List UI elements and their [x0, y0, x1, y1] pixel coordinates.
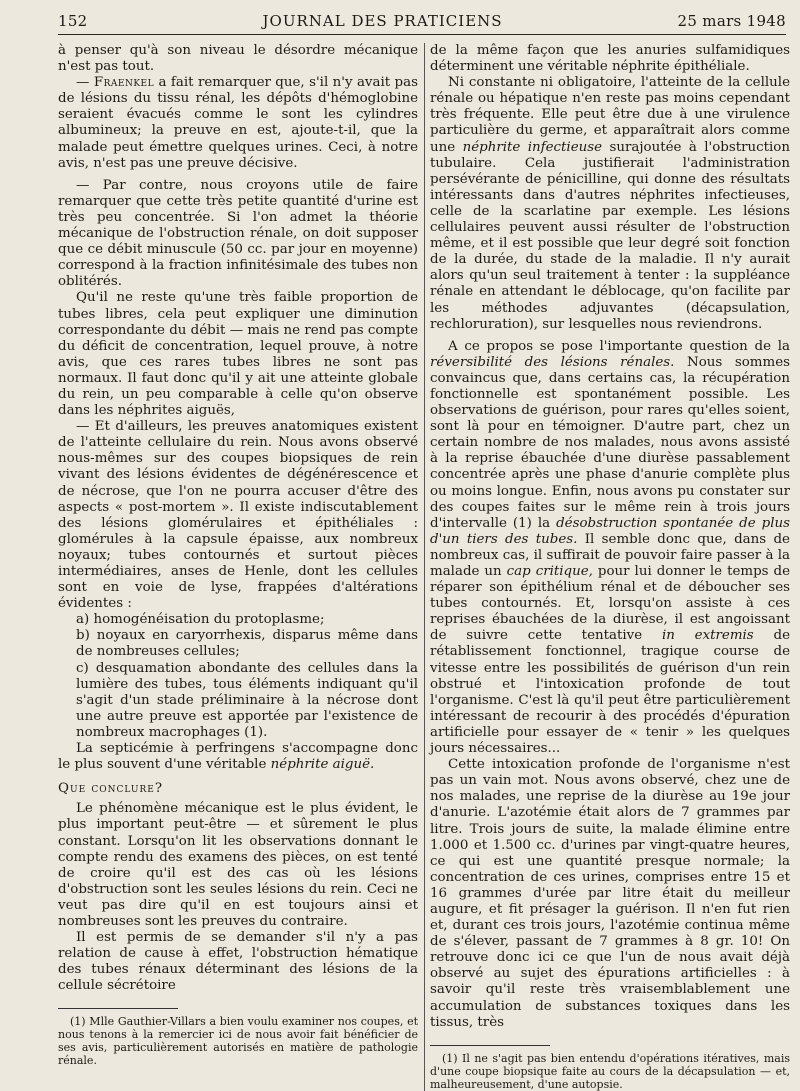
- paragraph: — Fraenkel a fait remarquer que, s'il n'y avait pas de lésions du tissu rénal, les dépôts d'hémoglobine seraient évacués comme le sont les cylindres albumineux; la preuve en est, ajoute-t-il, que la malade peut émettre quelques urines. Ceci, à notre avis, n'est pas une preuve décisive.: [58, 75, 418, 171]
- paragraph: [58, 741, 418, 773]
- emphasis: in extremis: [661, 628, 754, 644]
- paragraph-text: La septicémie à perfringens s'accompagne donc le plus souvent d'une véritable: [58, 741, 418, 773]
- paragraph: Cette intoxication profonde de l'organisme n'est pas un vain mot. Nous avons observé, chez une de nos malades, une reprise de la diurèse au 19e jour d'anurie. L'azotémie était alors de 7 grammes par litre. Trois jours de suite, la malade élimine entre 1.000 et 1.500 cc. d'urines par vingt-quatre heures, ce qui est une quantité presque normale; la concentration de ces urines, comprises entre 15 et 16 grammes d'urée par litre était du meilleur augure, et fit présager la guérison. Il n'en fut rien et, durant ces trois jours, l'azotémie continua même de s'élever, passant de 7 grammes à 8 gr. 10! On retrouve donc ici ce que l'un de nous avait déjà observé au sujet des épurations artificielles : à savoir qu'il reste très vraisemblablement une accumulation de substances toxiques dans les tissus, très: [430, 757, 790, 1030]
- emphasis: cap critique,: [506, 564, 593, 579]
- paragraph: Il est permis de se demander s'il n'y a pas relation de cause à effet, l'obstruction hématique des tubes rénaux déterminant des lésions de la cellule sécrétoire: [58, 930, 418, 994]
- paragraph-text: Il semble donc que, dans de nombreux cas, il suffirait de pouvoir faire passer à la malade un: [430, 531, 790, 579]
- footnote-text: (1) Mlle Gauthier-Villars a bien voulu examiner nos coupes, et nous tenons à la remercier ici de nous avoir fait bénéficier de ses avis, particulièrement autorisés en matière de pathologie rénale.: [58, 1015, 418, 1068]
- emphasis: désobstruction spontanée de plus d'un tiers des tubes.: [430, 515, 790, 547]
- paragraph-text: a fait remarquer que, s'il n'y avait pas de lésions du tissu rénal, les dépôts d'hémoglobine seraient évacués comme le sont les cylindres albumineux; la preuve en est, ajoute-t-il, que la malade peut émettre quelques urines. Ceci, à notre avis, n'est pas une preuve décisive.: [58, 75, 418, 171]
- emphasis: néphrite aiguë.: [270, 757, 375, 773]
- issue-date: 25 mars 1948: [677, 12, 786, 30]
- paragraph: Le phénomène mécanique est le plus évident, le plus important peut-être — et sûrement le plus constant. Lorsqu'on lit les observations donnant le compte rendu des examens des pièces, on est tenté de croire qu'il est des cas où les lésions d'obstruction sont les seules lésions du rein. Ceci ne veut pas dire qu'il en est toujours ainsi et nombreuses sont les preuves du contraire.: [58, 801, 418, 929]
- footnote: [58, 1015, 418, 1067]
- left-column: [58, 43, 418, 1091]
- paragraph-text: pour lui donner le temps de réparer son épithélium rénal et de déboucher ses tubes contournés. Et, lorsqu'on assiste à ces reprises ébauchées de la diurèse, il est angoissant de suivre cette tentative: [430, 564, 790, 644]
- paragraph: — Et d'ailleurs, les preuves anatomiques existent de l'atteinte cellulaire du rein. Nous avons observé nous-mêmes sur des coupes biopsiques de rein vivant des lésions évidentes de dégénérescence et de nécrose, que l'on ne pourra accuser d'être des aspects « post-mortem ». Il existe indiscutablement des lésions glomérulaires et épithéliales : glomérules à la capsule épaisse, aux nombreux noyaux; tubes contournés et surtout pièces intermédiaires, anses de Henle, dont les cellules sont en voie de lyse, frappées d'altérations évidentes :: [58, 419, 418, 612]
- page-header: [58, 10, 786, 34]
- paragraph-text: A ce propos se pose l'importante question de la: [448, 338, 790, 354]
- paragraph: [430, 75, 790, 333]
- footnote-text: (1) Il ne s'agit pas bien entendu d'opérations itératives, mais d'une coupe biopsique faite au cours de la décapsulation — et, malheureusement, d'une autopsie.: [430, 1051, 790, 1091]
- list-item: a) homogénéisation du protoplasme;: [76, 612, 325, 628]
- paragraph: — Par contre, nous croyons utile de faire remarquer que cette très petite quantité d'urine est très peu concentrée. Si l'on admet la théorie mécanique de l'obstruction rénale, on doit supposer que ce débit minuscule (50 cc. par jour en moyenne) correspond à la fraction infinitésimale des tubes non oblitérés.: [58, 177, 418, 290]
- section-heading: Que conclure?: [58, 781, 164, 797]
- footnote-rule: [430, 1045, 550, 1046]
- right-column: [430, 43, 790, 1091]
- journal-title: JOURNAL DES PRATICIENS: [262, 12, 503, 30]
- paragraph-text: Ni constante ni obligatoire, l'atteinte de la cellule rénale ou hépatique n'en reste pas moins cependant très fréquente. Elle peut être due à une virulence particulière du germe, et apparaîtrait alors comme une: [430, 75, 790, 155]
- paragraph: à penser qu'à son niveau le désordre mécanique n'est pas tout.: [58, 43, 418, 75]
- page-number: 152: [58, 12, 88, 30]
- footnote: [430, 1052, 790, 1091]
- footnote-rule: [58, 1008, 178, 1009]
- paragraph-text: de rétablissement fonctionnel, tragique course de vitesse entre les possibilités de guérison d'un rein obstrué et l'intoxication profonde de tout l'organisme. C'est là qu'il peut être particulièrement intéressant de recourir à des procédés d'épuration artificielle pour essayer de « tenir » les quelques jours nécessaires...: [430, 628, 790, 757]
- column-divider: [424, 43, 425, 1091]
- paragraph: [430, 339, 790, 757]
- header-rule: [58, 34, 786, 35]
- lesion-list: [58, 612, 418, 741]
- two-column-body: [58, 43, 790, 1091]
- paragraph-text: surajoutée à l'obstruction tubulaire. Cela justifierait l'administration persévérante de pénicilline, qui donne des résultats intéressants dans d'autres néphrites infectieuses, celle de la scarlatine par exemple. Les lésions cellulaires peuvent aussi résulter de l'obstruction même, et il est possible que leur degré soit fonction de la durée, du stade de la maladie. Il n'y aurait alors qu'un seul traitement à tenter : la suppléance rénale en attendant le déblocage, qu'on facilite par les méthodes adjuvantes (décapsulation, rechloruration), sur lesquelles nous reviendrons.: [430, 139, 790, 332]
- list-item: b) noyaux en caryorrhexis, disparus même dans de nombreuses cellules;: [76, 628, 418, 660]
- paragraph: de la même façon que les anuries sulfamidiques déterminent une véritable néphrite épithéliale.: [430, 43, 790, 75]
- paragraph: Qu'il ne reste qu'une très faible proportion de tubes libres, cela peut expliquer une diminution correspondante du débit — mais ne rend pas compte du déficit de concentration, lequel prouve, à notre avis, que ces rares tubes libres ne sont pas normaux. Il faut donc qu'il y ait une atteinte globale du rein, un peu comparable à celle qu'on observe dans les néphrites aiguës,: [58, 290, 418, 419]
- emphasis: réversibilité des lésions rénales.: [430, 354, 675, 370]
- author-name: Fraenkel: [93, 75, 155, 91]
- list-item: c) desquamation abondante des cellules dans la lumière des tubes, tous éléments indiquant qu'il s'agit d'un stade préliminaire à la nécrose dont une autre preuve est apportée par l'existence de nombreux macrophages (1).: [76, 660, 418, 740]
- emphasis: néphrite infectieuse: [462, 139, 603, 155]
- paragraph-text: Nous sommes convaincus que, dans certains cas, la récupération fonctionnelle est spontanément possible. Les observations de guérison, pour rares qu'elles soient, sont là pour en témoigner. D'autre part, chez un certain nombre de nos malades, nous avons assisté à la reprise ébauchée d'une diurèse passablement concentrée après une phase d'anurie complète plus ou moins longue. Enfin, nous avons pu constater sur des coupes faites sur le même rein à trois jours d'intervalle (1) la: [430, 354, 790, 531]
